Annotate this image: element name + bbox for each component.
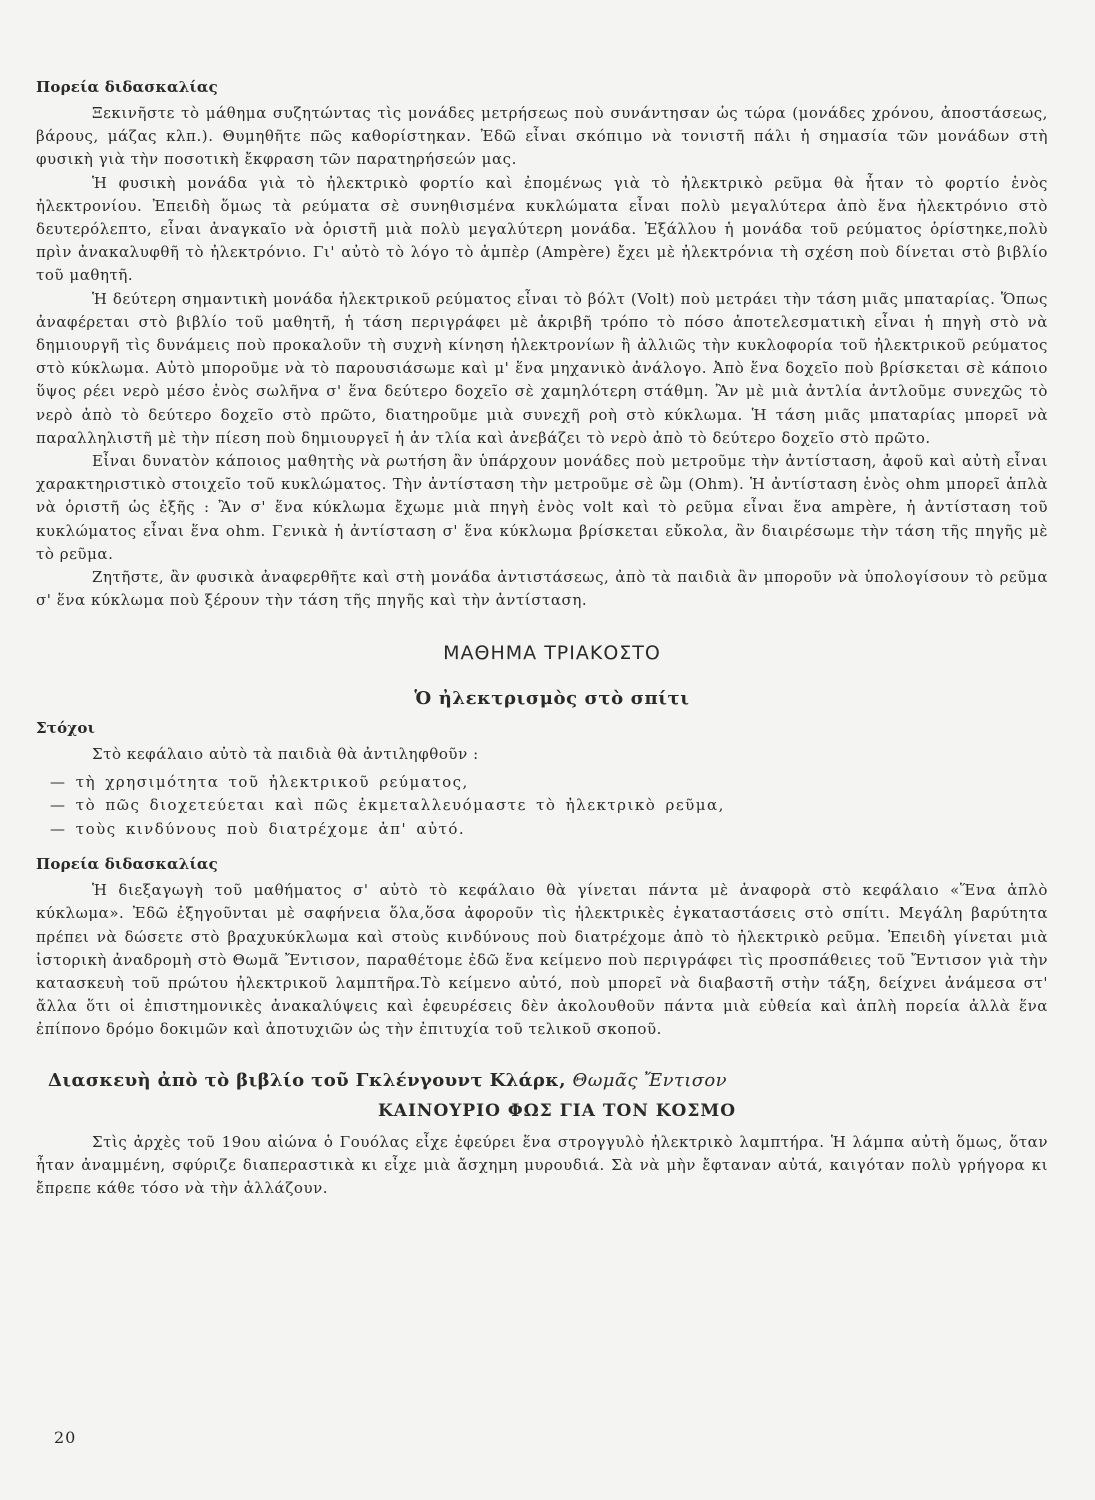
lesson-subtitle: Ὁ ἠλεκτρισμὸς στὸ σπίτι — [414, 688, 690, 710]
goals-list — [36, 771, 1048, 842]
paragraph: Εἶναι δυνατὸν κάποιος μαθητὴς νὰ ρωτήση ἂν ὑπάρχουν μονάδες ποὺ μετροῦμε τὴν ἀντίσταση, ἀφοῦ καὶ αὐτὴ εἶναι χαρακτηριστικὸ στοιχεῖο τοῦ κυκλώματος. Τὴν ἀντίσταση τὴν μετροῦμε σὲ ὢμ (Ohm). Ἡ ἀντίσταση ἑνὸς ohm μπορεῖ ἁπλὰ νὰ ὁριστῆ ὡς ἑξῆς : Ἂν σ' ἕνα κύκλωμα ἔχωμε μιὰ πηγὴ ἑνὸς volt καὶ τὸ ρεῦμα εἶναι ἕνα ampère, ἡ ἀντίσταση τοῦ κυκλώματος εἶναι ἕνα ohm. Γενικὰ ἡ ἀντίσταση σ' ἕνα κύκλωμα βρίσκεται εὔκολα, ἂν διαιρέσωμε τὴν τάση τῆς πηγῆς μὲ τὸ ρεῦμα. — [36, 452, 1048, 563]
teaching-process-heading: Πορεία διδασκαλίας — [36, 78, 218, 96]
article-author: Θωμᾶς Ἔντισον — [572, 1069, 728, 1091]
paragraph: Ἡ φυσικὴ μονάδα γιὰ τὸ ἠλεκτρικὸ φορτίο καὶ ἐπομένως γιὰ τὸ ἠλεκτρικὸ ρεῦμα θὰ ἦταν τὸ φορτίο ἑνὸς ἠλεκτρονίου. Ἐπειδὴ ὅμως τὰ ρεύματα σὲ συνηθισμένα κυκλώματα εἶναι πολὺ μεγαλύτερα ἀπὸ ἕνα ἠλεκτρόνιο στὸ δευτερόλεπτο, εἶναι ἀναγκαῖο νὰ ὁριστῆ μιὰ πολὺ μεγαλύτερη μονάδα. Ἐξάλλου ἡ μονάδα τοῦ ρεύματος ὁρίστηκε,πολὺ πρὶν ἀνακαλυφθῆ τὸ ἠλεκτρόνιο. Γι' αὐτὸ τὸ λόγο τὸ ἀμπὲρ (Ampère) ἔχει μὲ ἠλεκτρόνια τὴ σχέση ποὺ δίνεται στὸ βιβλίο τοῦ μαθητῆ. — [36, 173, 1048, 285]
page-number: 20 — [54, 1428, 77, 1447]
article-paragraph: Στὶς ἀρχὲς τοῦ 19ου αἰώνα ὁ Γουόλας εἶχε ἐφεύρει ἕνα στρογγυλὸ ἠλεκτρικὸ λαμπτήρα. Ἡ λάμπα αὐτὴ ὅμως, ὅταν ἦταν ἀναμμένη, σφύριζε διαπεραστικὰ κι εἶχε μιὰ ἄσχημη μυρουδιά. Σὰ νὰ μὴν ἔφταναν αὐτά, καιγόταν πολὺ γρήγορα κι ἔπρεπε κάθε τόσο νὰ τὴν ἀλλάζουν. — [36, 1132, 1048, 1197]
article-heading — [36, 1070, 1048, 1091]
article-title: ΚΑΙΝΟΥΡΙΟ ΦΩΣ ΓΙΑ ΤΟΝ ΚΟΣΜΟ — [377, 1100, 737, 1121]
goal-item: — τὸ πῶς διοχετεύεται καὶ πῶς ἐκμεταλλευόμαστε τὸ ἠλεκτρικὸ ρεῦμα, — [50, 796, 725, 815]
paragraph: Ἡ δεύτερη σημαντικὴ μονάδα ἠλεκτρικοῦ ρεύματος εἶναι τὸ βόλτ (Volt) ποὺ μετράει τὴν τάση μιᾶς μπαταρίας. Ὅπως ἀναφέρεται στὸ βιβλίο τοῦ μαθητῆ, ἡ τάση περιγράφει μὲ ἀκριβῆ τρόπο τὸ πόσο ἀποτελεσματικὴ εἶναι ἡ πηγὴ στὸ νὰ δημιουργῆ τὶς δυνάμεις ποὺ προκαλοῦν τὴ συχνὴ κίνηση ἠλεκτρονίων ἢ ἀλλιῶς τὴν κυκλοφορία τοῦ ἠλεκτρικοῦ ρεύματος στὸ κύκλωμα. Αὐτὸ μποροῦμε νὰ τὸ παρουσιάσωμε καὶ μ' ἕνα μηχανικὸ ἀνάλογο. Ἀπὸ ἕνα δοχεῖο ποὺ βρίσκεται σὲ κάποιο ὕψος ρέει νερὸ μέσο ἑνὸς σωλῆνα σ' ἕνα δεύτερο δοχεῖο σὲ χαμηλότερη στάθμη. Ἂν μὲ μιὰ ἀντλία ἀντλοῦμε συνεχῶς τὸ νερὸ ἀπὸ τὸ δεύτερο δοχεῖο στὸ πρῶτο, διατηροῦμε μιὰ συνεχῆ ροὴ στὸ κύκλωμα. Ἡ τάση μιᾶς μπαταρίας μπορεῖ νὰ παραλληλιστῆ μὲ τὴν πίεση ποὺ δημιουργεῖ ἡ ἀν τλία καὶ ἀνεβάζει τὸ νερὸ ἀπὸ τὸ δεύτερο δοχεῖο στὸ πρῶτο. — [36, 289, 1048, 447]
teaching-process-section — [36, 102, 1048, 612]
goals-intro: Στὸ κεφάλαιο αὐτὸ τὰ παιδιὰ θὰ ἀντιληφθοῦν : — [92, 745, 479, 764]
paragraph: Ξεκινῆστε τὸ μάθημα συζητώντας τὶς μονάδες μετρήσεως ποὺ συνάντησαν ὡς τώρα (μονάδες χρόνου, ἀποστάσεως, βάρους, μάζας κλπ.). Θυμηθῆτε πῶς καθορίστηκαν. Ἐδῶ εἶναι σκόπιμο νὰ τονιστῆ πάλι ἡ σημασία τῶν μονάδων στὴ φυσικὴ γιὰ τὴν ποσοτικὴ ἔκφραση τῶν παρατηρήσεών μας. — [36, 104, 1048, 169]
page-content — [36, 78, 1048, 1200]
lesson-title: ΜΑΘΗΜΑ ΤΡΙΑΚΟΣΤΟ — [443, 642, 661, 665]
goals-heading: Στόχοι — [36, 719, 96, 738]
paragraph: Ἡ διεξαγωγὴ τοῦ μαθήματος σ' αὐτὸ τὸ κεφάλαιο θὰ γίνεται πάντα μὲ ἀναφορὰ στὸ κεφάλαιο «Ἕνα ἁπλὸ κύκλωμα». Ἐδῶ ἐξηγοῦνται μὲ σαφήνεια ὅλα,ὅσα ἀφοροῦν τὶς ἠλεκτρικὲς ἐγκαταστάσεις στὸ σπίτι. Μεγάλη βαρύτητα πρέπει νὰ δώσετε στὸ βραχυκύκλωμα καὶ στοὺς κινδύνους ποὺ διατρέχομε ἀπὸ τὸ ἠλεκτρικὸ ρεῦμα. Ἐπειδὴ γίνεται μιὰ ἱστορικὴ ἀναδρομὴ στὸ Θωμᾶ Ἔντισον, παραθέτομε ἐδῶ ἕνα κείμενο ποὺ περιγράφει τὶς προσπάθειες τοῦ Ἔντισον γιὰ τὴν κατασκευὴ τοῦ πρώτου ἠλεκτρικοῦ λαμπτῆρα.Τὸ κείμενο αὐτό, ποὺ μπορεῖ νὰ διαβαστῆ στὴν τάξη, δείχνει ἀνάμεσα στ' ἄλλα ὅτι οἱ ἐπιστημονικὲς ἀνακαλύψεις καὶ ἐφευρέσεις δὲν ἀκολουθοῦν πάντα μιὰ εὐθεία καὶ ἁπλὴ πορεία ἀλλὰ ἕνα ἐπίπονο δρόμο δοκιμῶν καὶ ἀποτυχιῶν ὡς τὴν ἐπιτυχία τοῦ τελικοῦ σκοποῦ. — [36, 881, 1048, 1039]
goal-item: — τὴ χρησιμότητα τοῦ ἠλεκτρικοῦ ρεύματος, — [50, 772, 469, 791]
article-source: Διασκευὴ ἀπὸ τὸ βιβλίο τοῦ Γκλένγουντ Κλάρκ, — [48, 1069, 566, 1091]
teaching-process-heading-2: Πορεία διδασκαλίας — [36, 855, 218, 874]
goal-item: — τοὺς κινδύνους ποὺ διατρέχομε ἀπ' αὐτό. — [50, 819, 466, 838]
paragraph: Ζητῆστε, ἂν φυσικὰ ἀναφερθῆτε καὶ στὴ μονάδα ἀντιστάσεως, ἀπὸ τὰ παιδιὰ ἂν μποροῦν νὰ ὑπολογίσουν τὸ ρεῦμα σ' ἕνα κύκλωμα ποὺ ξέρουν τὴν τάση τῆς πηγῆς καὶ τὴν ἀντίσταση. — [36, 568, 1048, 610]
